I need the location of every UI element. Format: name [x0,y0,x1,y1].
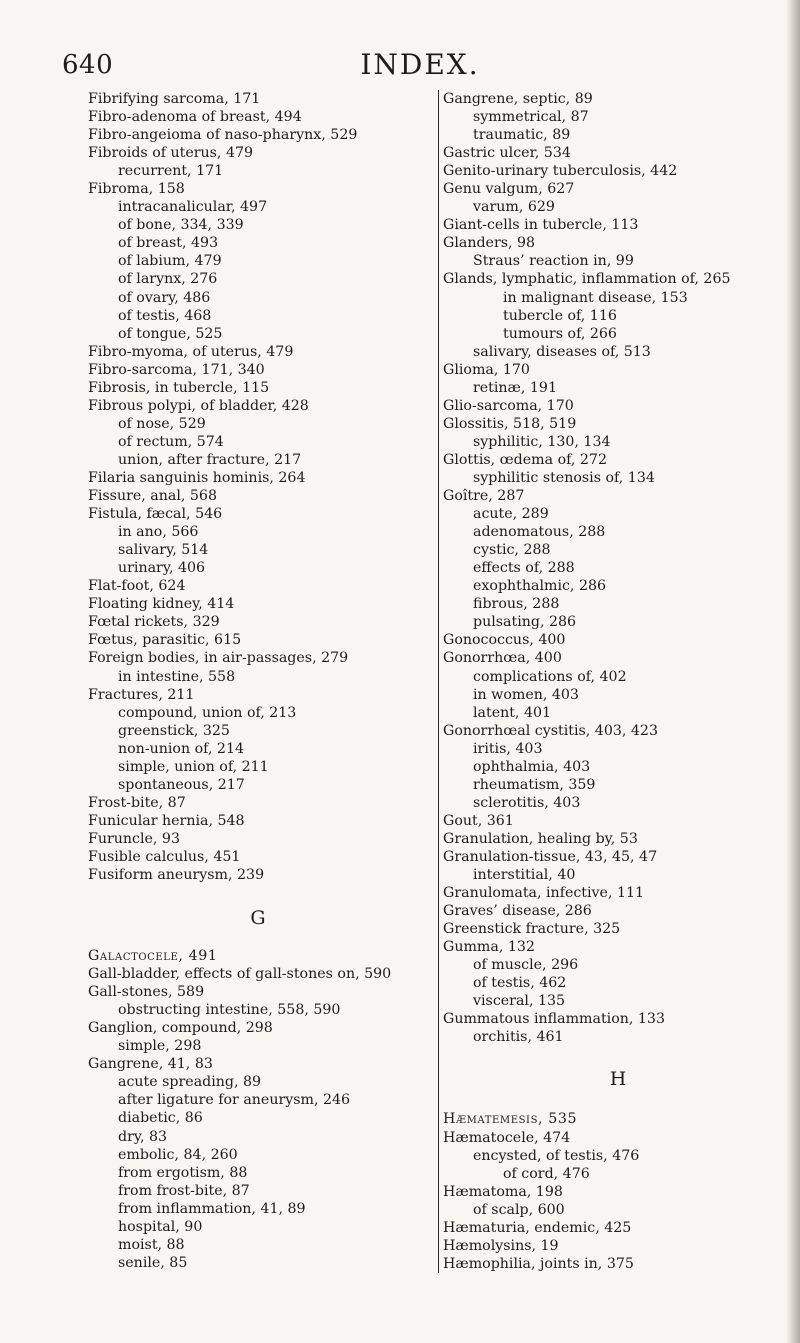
index-entry: Gonorrhœal cystitis, 403, 423 [443,722,658,739]
index-subentry: in women, 403 [473,686,579,703]
index-entry: Fibro-angeioma of naso-pharynx, 529 [88,127,358,144]
index-subentry: after ligature for aneurysm, 246 [118,1092,351,1109]
index-subentry: urinary, 406 [118,560,206,577]
index-entry: Fissure, anal, 568 [88,488,217,505]
index-entry: Hæmophilia, joints in, 375 [443,1255,634,1272]
index-subentry: simple, union of, 211 [118,758,269,775]
index-entry: Hæmatemesis, 535 [443,1111,578,1128]
index-subentry: tumours of, 266 [503,325,617,342]
index-subentry: iritis, 403 [473,740,543,757]
index-subentry: diabetic, 86 [118,1110,203,1127]
index-subentry: greenstick, 325 [118,722,230,739]
index-entry: Hæmaturia, endemic, 425 [443,1219,632,1236]
index-subentry: ophthalmia, 403 [473,758,591,775]
index-subentry: of muscle, 296 [473,957,579,974]
index-entry: Genito-urinary tuberculosis, 442 [443,163,678,180]
index-subentry: tubercle of, 116 [503,307,617,324]
index-entry: Fusiform aneurysm, 239 [88,867,265,884]
index-subentry: syphilitic, 130, 134 [473,433,611,450]
index-subentry: from ergotism, 88 [118,1164,248,1181]
index-entry: Fibro-sarcoma, 171, 340 [88,361,265,378]
index-entry: Fœtus, parasitic, 615 [88,632,242,649]
index-entry: Gall-bladder, effects of gall-stones on, 590 [88,966,392,983]
index-subentry: of nose, 529 [118,415,206,432]
index-subentry: visceral, 135 [473,993,566,1010]
index-subentry: salivary, 514 [118,542,209,559]
index-entry: Gonococcus, 400 [443,632,566,649]
index-subentry: of ovary, 486 [118,289,211,306]
index-subentry: Straus’ reaction in, 99 [473,253,634,270]
index-entry: Frost-bite, 87 [88,794,186,811]
index-subentry: of cord, 476 [503,1165,590,1182]
index-entry: Glio-sarcoma, 170 [443,397,574,414]
index-entry: Glanders, 98 [443,235,536,252]
index-entry: Gastric ulcer, 534 [443,145,571,162]
index-subentry: from inflammation, 41, 89 [118,1200,306,1217]
index-entry: Flat-foot, 624 [88,578,186,595]
index-subentry: adenomatous, 288 [473,524,606,541]
index-subentry: effects of, 288 [473,560,575,577]
index-subentry: of larynx, 276 [118,271,218,288]
index-subentry: of testis, 462 [473,975,567,992]
index-subentry: traumatic, 89 [473,127,571,144]
index-subentry: hospital, 90 [118,1218,203,1235]
index-subentry: interstitial, 40 [473,867,576,884]
index-entry: Ganglion, compound, 298 [88,1020,273,1037]
index-subentry: exophthalmic, 286 [473,578,607,595]
index-entry: Fœtal rickets, 329 [88,614,220,631]
index-entry: Gangrene, septic, 89 [443,91,593,107]
index-subentry: of scalp, 600 [473,1201,565,1218]
index-entry: Glottis, œdema of, 272 [443,451,607,468]
index-entry: Gonorrhœa, 400 [443,650,562,667]
index-entry: Giant-cells in tubercle, 113 [443,217,639,234]
index-subentry: rheumatism, 359 [473,776,596,793]
index-subentry: retinæ, 191 [473,379,557,396]
index-entry: Graves’ disease, 286 [443,903,592,920]
index-entry: Fibrifying sarcoma, 171 [88,91,261,107]
section-letter: H [609,1068,627,1091]
index-subentry: complications of, 402 [473,668,627,685]
index-entry: Gangrene, 41, 83 [88,1056,213,1073]
index-subentry: embolic, 84, 260 [118,1146,238,1163]
index-subentry: of testis, 468 [118,307,212,324]
index-entry: Furuncle, 93 [88,830,180,847]
index-subentry: recurrent, 171 [118,163,224,180]
page-number: 640 [62,50,114,80]
index-entry: Fibroma, 158 [88,181,185,198]
index-subentry: dry, 83 [118,1128,168,1145]
index-entry: Fibrous polypi, of bladder, 428 [88,397,309,414]
index-subentry: of bone, 334, 339 [118,217,244,234]
index-subentry: sclerotitis, 403 [473,794,581,811]
index-subentry: from frost-bite, 87 [118,1182,250,1199]
index-entry: Foreign bodies, in air-passages, 279 [88,650,349,667]
section-letter: G [250,907,266,930]
running-head: INDEX. [360,48,480,81]
index-entry: Greenstick fracture, 325 [443,921,621,938]
index-entry: Fibroids of uterus, 479 [88,145,254,162]
index-subentry: simple, 298 [118,1038,202,1055]
index-entry: Granulation-tissue, 43, 45, 47 [443,848,658,865]
index-subentry: in ano, 566 [118,524,199,541]
index-subentry: latent, 401 [473,704,552,721]
index-entry: Hæmatocele, 474 [443,1129,571,1146]
index-subentry: senile, 85 [118,1254,188,1271]
index-entry: Glossitis, 518, 519 [443,415,577,432]
index-subentry: of rectum, 574 [118,433,224,450]
index-entry: Gall-stones, 589 [88,984,205,1001]
index-entry: Fibrosis, in tubercle, 115 [88,379,270,396]
index-entry: Gummatous inflammation, 133 [443,1011,665,1028]
index-entry: Gumma, 132 [443,939,535,956]
index-subentry: varum, 629 [473,199,555,216]
index-entry: Goître, 287 [443,488,525,505]
index-entry: Granulation, healing by, 53 [443,830,638,847]
index-subentry: obstructing intestine, 558, 590 [118,1002,341,1019]
index-subentry: fibrous, 288 [473,596,560,613]
index-entry: Hæmolysins, 19 [443,1237,559,1254]
page-edge-shadow [786,0,800,1343]
index-subentry: non-union of, 214 [118,740,244,757]
index-subentry: acute, 289 [473,506,549,523]
index-entry: Glands, lymphatic, inflammation of, 265 [443,271,731,288]
index-subentry: symmetrical, 87 [473,109,589,126]
index-subentry: spontaneous, 217 [118,776,245,793]
index-subentry: of labium, 479 [118,253,222,270]
index-subentry: union, after fracture, 217 [118,451,302,468]
index-subentry: intracanalicular, 497 [118,199,268,216]
index-entry: Gout, 361 [443,812,514,829]
index-subentry: in intestine, 558 [118,668,236,685]
index-entry: Floating kidney, 414 [88,596,235,613]
index-entry: Fistula, fæcal, 546 [88,506,223,523]
index-subentry: acute spreading, 89 [118,1074,262,1091]
index-column-left [88,90,428,1272]
index-entry: Genu valgum, 627 [443,181,575,198]
index-column-right [438,90,793,1273]
index-subentry: of breast, 493 [118,235,219,252]
index-entry: Fractures, 211 [88,686,195,703]
index-entry: Granulomata, infective, 111 [443,885,645,902]
index-subentry: salivary, diseases of, 513 [473,343,651,360]
index-entry: Filaria sanguinis hominis, 264 [88,469,306,486]
index-subentry: of tongue, 525 [118,325,223,342]
index-subentry: syphilitic stenosis of, 134 [473,469,655,486]
index-entry: Galactocele, 491 [88,948,218,965]
index-subentry: orchitis, 461 [473,1029,564,1046]
index-entry: Funicular hernia, 548 [88,812,245,829]
index-entry: Fusible calculus, 451 [88,848,241,865]
index-entry: Fibro-myoma, of uterus, 479 [88,343,294,360]
index-entry: Glioma, 170 [443,361,530,378]
index-subentry: compound, union of, 213 [118,704,297,721]
index-subentry: moist, 88 [118,1236,185,1253]
index-entry: Hæmatoma, 198 [443,1183,563,1200]
index-subentry: pulsating, 286 [473,614,577,631]
index-entry: Fibro-adenoma of breast, 494 [88,109,302,126]
index-subentry: encysted, of testis, 476 [473,1147,640,1164]
index-subentry: in malignant disease, 153 [503,289,688,306]
index-subentry: cystic, 288 [473,542,551,559]
